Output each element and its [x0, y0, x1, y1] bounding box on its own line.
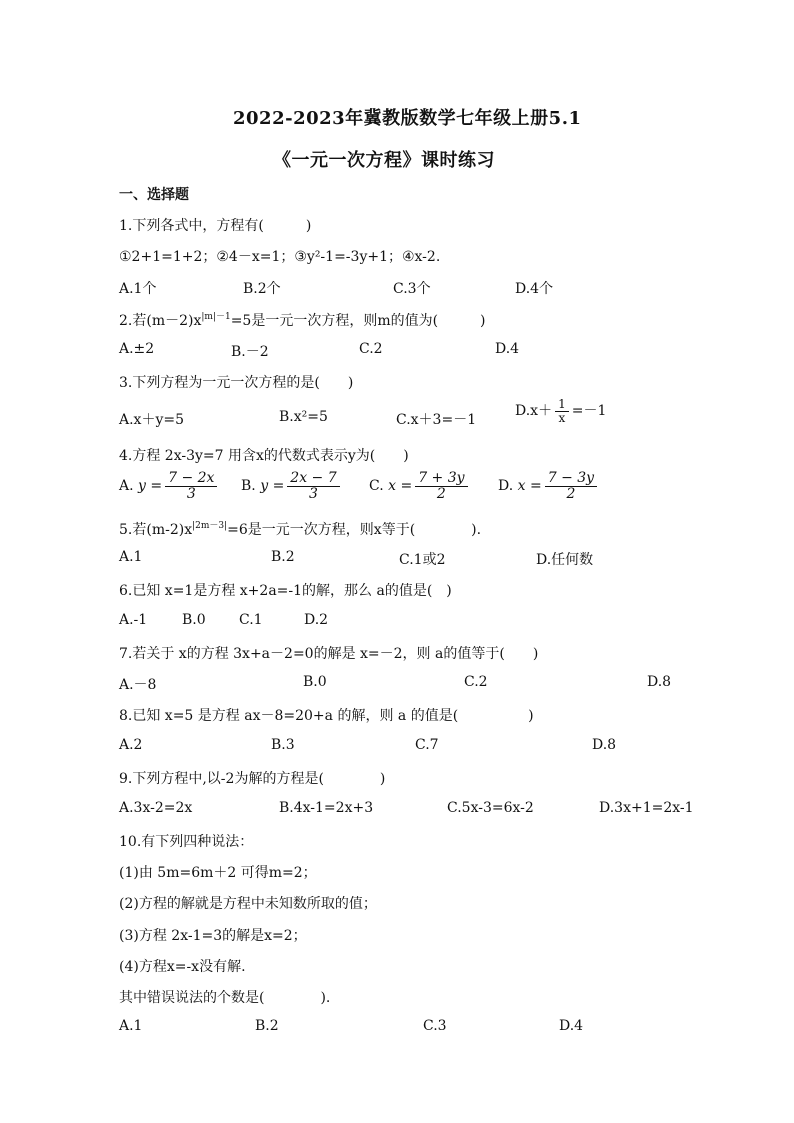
- q1-option-a: A.1个: [119, 281, 157, 297]
- q1-option-d: D.4个: [515, 281, 554, 297]
- section-heading: 一、选择题: [119, 187, 189, 203]
- q4-b-fraction: [287, 471, 339, 501]
- q2-option-a: A.±2: [119, 341, 155, 357]
- q7-option-d: D.8: [647, 674, 672, 690]
- q10-statement-3: (3)方程 2x-1=3的解是x=2；: [119, 928, 307, 944]
- q4-c-lhs: x =: [388, 478, 413, 495]
- q9-option-c: C.5x-3=6x-2: [447, 800, 534, 816]
- q4-option-b: [241, 471, 343, 501]
- q8-stem: 8.已知 x=5 是方程 ax－8=20+a 的解，则 a 的值是( ): [119, 708, 534, 724]
- q2-stem: [119, 309, 486, 330]
- q6-stem: 6.已知 x=1是方程 x+2a=-1的解，那么 a的值是( ): [119, 583, 452, 599]
- q3-option-b: B.x²=5: [279, 409, 328, 425]
- q4-d-fraction: [545, 471, 597, 501]
- q5-option-c: C.1或2: [399, 552, 446, 568]
- q7-option-c: C.2: [464, 674, 488, 690]
- q5-stem: [119, 518, 481, 539]
- q5-exponent: |2m－3|: [192, 521, 228, 531]
- q5-option-b: B.2: [271, 549, 295, 565]
- q1-stem: 1.下列各式中，方程有( ): [119, 218, 312, 234]
- q5-stem-part-a: 5.若(m-2)x: [119, 522, 193, 538]
- q4-d-lhs: x =: [517, 478, 542, 495]
- q5-option-a: A.1: [119, 549, 143, 565]
- q6-option-b: B.0: [182, 612, 206, 628]
- title-line-1: 2022-2023年冀教版数学七年级上册5.1: [233, 108, 582, 129]
- q7-option-a: A.－8: [119, 677, 157, 693]
- q4-c-fraction: [415, 471, 467, 501]
- q3-stem: 3.下列方程为一元一次方程的是( ): [119, 375, 354, 391]
- q6-option-a: A.-1: [119, 612, 148, 628]
- q4-d-label: D.: [498, 478, 514, 495]
- q4-b-lhs: y =: [260, 478, 285, 495]
- q10-statement-2: (2)方程的解就是方程中未知数所取的值；: [119, 896, 377, 912]
- q8-option-d: D.8: [592, 737, 617, 753]
- q10-statement-1: (1)由 5m=6m＋2 可得m=2；: [119, 865, 317, 881]
- q2-option-b: B.－2: [231, 344, 269, 360]
- q4-c-denominator: 2: [436, 485, 446, 502]
- q8-option-b: B.3: [271, 737, 295, 753]
- q4-option-d: [498, 471, 600, 501]
- q5-stem-part-b: =6是一元一次方程，则x等于( ).: [227, 522, 482, 538]
- q3-option-c: C.x＋3=－1: [396, 412, 477, 428]
- q3-d-fraction: [555, 398, 569, 424]
- q7-option-b: B.0: [303, 674, 327, 690]
- q9-stem: 9.下列方程中,以-2为解的方程是( ): [119, 771, 386, 787]
- q6-option-d: D.2: [304, 612, 329, 628]
- q7-stem: 7.若关于 x的方程 3x+a－2=0的解是 x=－2，则 a的值等于( ): [119, 646, 539, 662]
- q3-option-a: A.x＋y=5: [119, 412, 185, 428]
- q6-option-c: C.1: [239, 612, 263, 628]
- q1-option-b: B.2个: [243, 281, 281, 297]
- q4-a-numerator: 7 − 2x: [165, 471, 217, 487]
- q8-option-a: A.2: [119, 737, 143, 753]
- q9-option-b: B.4x-1=2x+3: [279, 800, 374, 816]
- q5-option-d: D.任何数: [536, 552, 594, 568]
- q8-option-c: C.7: [415, 737, 439, 753]
- q3-d-prefix: D.x＋: [515, 403, 553, 420]
- q4-c-label: C.: [369, 478, 384, 495]
- q4-d-numerator: 7 − 3y: [545, 471, 597, 487]
- q2-stem-part-b: =5是一元一次方程，则m的值为( ): [230, 313, 486, 329]
- q2-stem-part-a: 2.若(m－2)x: [119, 313, 202, 329]
- q2-exponent: |m|－1: [201, 312, 231, 322]
- q4-a-fraction: [165, 471, 217, 501]
- q10-option-c: C.3: [423, 1018, 447, 1034]
- q4-d-denominator: 2: [566, 485, 576, 502]
- q9-option-a: A.3x-2=2x: [119, 800, 193, 816]
- q4-stem: 4.方程 2x-3y=7 用含x的代数式表示y为( ): [119, 448, 409, 464]
- q10-option-b: B.2: [255, 1018, 279, 1034]
- q4-option-a: [119, 471, 220, 501]
- q4-a-lhs: y =: [138, 478, 163, 495]
- title-line-2: 《一元一次方程》课时练习: [273, 150, 495, 171]
- q4-b-label: B.: [241, 478, 256, 495]
- q4-a-denominator: 3: [186, 485, 196, 502]
- q2-option-c: C.2: [359, 341, 383, 357]
- q10-statement-4: (4)方程x=-x没有解.: [119, 959, 246, 975]
- q3-d-numerator: 1: [555, 398, 569, 412]
- q10-option-a: A.1: [119, 1018, 143, 1034]
- q4-a-label: A.: [119, 478, 134, 495]
- q2-option-d: D.4: [495, 341, 520, 357]
- q4-b-numerator: 2x − 7: [287, 471, 339, 487]
- q10-question: 其中错误说法的个数是( ).: [119, 990, 331, 1006]
- q10-stem: 10.有下列四种说法：: [119, 834, 254, 850]
- q4-c-numerator: 7 + 3y: [415, 471, 467, 487]
- q10-option-d: D.4: [559, 1018, 584, 1034]
- q3-d-denominator: x: [558, 410, 566, 425]
- q1-expressions: ①2+1=1+2；②4－x=1；③y²-1=-3y+1；④x-2.: [119, 249, 441, 265]
- q1-option-c: C.3个: [393, 281, 431, 297]
- q9-option-d: D.3x+1=2x-1: [599, 800, 694, 816]
- q4-b-denominator: 3: [309, 485, 318, 502]
- q3-d-suffix: =－1: [571, 403, 607, 420]
- q3-option-d: [515, 398, 606, 424]
- q4-option-c: [369, 471, 471, 501]
